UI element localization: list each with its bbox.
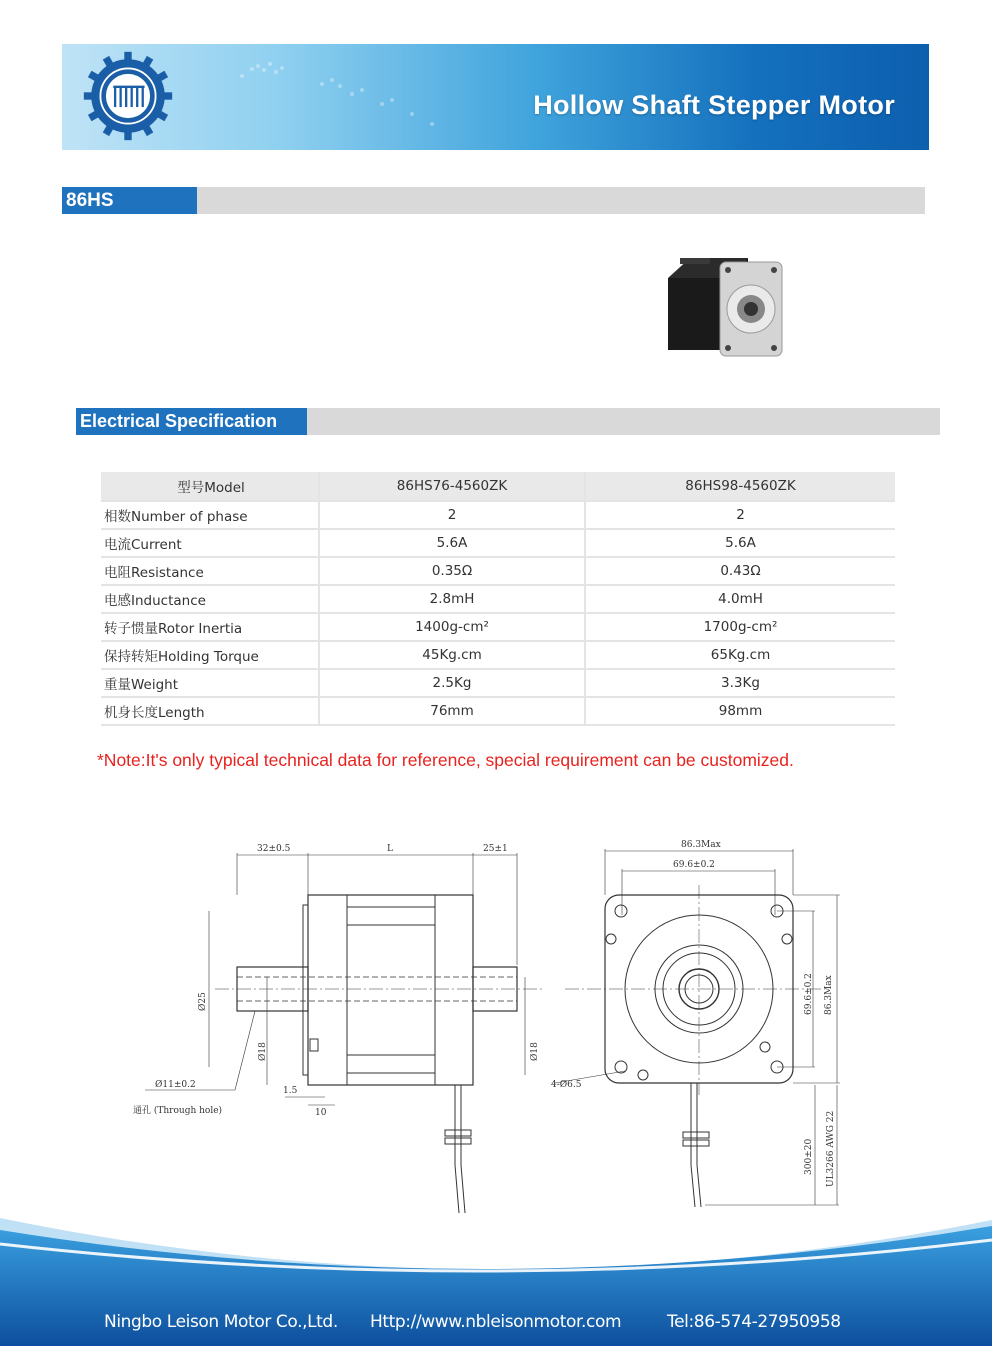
table-cell: 5.6A	[585, 529, 895, 557]
dim-label: Ø25	[198, 992, 208, 1011]
table-row	[101, 669, 895, 697]
world-map-decoration	[212, 54, 472, 144]
table-cell: 0.43Ω	[585, 557, 895, 585]
table-cell: 2	[585, 501, 895, 529]
dim-label: UL3266 AWG 22	[826, 1110, 836, 1187]
series-label: 86HS	[62, 187, 197, 214]
header-banner	[62, 44, 929, 150]
table-cell: 2.8mH	[319, 585, 585, 613]
side-view	[145, 853, 545, 1213]
table-cell: 0.35Ω	[319, 557, 585, 585]
series-bar	[62, 187, 925, 214]
spec-table	[101, 472, 895, 726]
table-row	[101, 613, 895, 641]
table-cell: 5.6A	[319, 529, 585, 557]
table-cell: 电阻Resistance	[101, 557, 319, 585]
table-row	[101, 529, 895, 557]
table-cell: 2	[319, 501, 585, 529]
dim-label: L	[387, 844, 393, 854]
front-view	[555, 849, 840, 1207]
table-cell: 相数Number of phase	[101, 501, 319, 529]
page-title: Hollow Shaft Stepper Motor	[533, 90, 895, 120]
table-cell: 1700g-cm²	[585, 613, 895, 641]
dim-label: 通孔 (Through hole)	[133, 1106, 223, 1116]
table-cell: 电感Inductance	[101, 585, 319, 613]
dim-label: 10	[315, 1108, 327, 1118]
dim-label: 86.3Max	[681, 840, 721, 850]
table-cell: 重量Weight	[101, 669, 319, 697]
company-gear-logo-icon	[82, 50, 174, 142]
dim-label: Ø11±0.2	[155, 1080, 196, 1090]
table-cell: 65Kg.cm	[585, 641, 895, 669]
footer-website[interactable]: Http://www.nbleisonmotor.com	[370, 1312, 622, 1332]
table-cell: 45Kg.cm	[319, 641, 585, 669]
electrical-spec-label: Electrical Specification	[76, 408, 307, 435]
table-cell: 4.0mH	[585, 585, 895, 613]
dim-label: Ø18	[530, 1042, 540, 1061]
table-cell: 转子惯量Rotor Inertia	[101, 613, 319, 641]
footer-company: Ningbo Leison Motor Co.,Ltd.	[104, 1312, 338, 1332]
table-cell: 机身长度Length	[101, 697, 319, 725]
dim-label: 32±0.5	[257, 844, 291, 854]
table-row	[101, 585, 895, 613]
table-header-cell: 86HS76-4560ZK	[319, 472, 585, 501]
motor-product-image	[660, 250, 786, 362]
table-header-row	[101, 472, 895, 501]
table-header-cell: 型号Model	[101, 472, 319, 501]
dim-label: 69.6±0.2	[673, 860, 715, 870]
table-cell: 76mm	[319, 697, 585, 725]
table-row	[101, 501, 895, 529]
dim-label: 69.6±0.2	[804, 973, 814, 1015]
dim-label: 300±20	[804, 1138, 814, 1175]
motor-dimension-drawing	[125, 835, 845, 1215]
table-cell: 2.5Kg	[319, 669, 585, 697]
table-row	[101, 697, 895, 725]
table-row	[101, 641, 895, 669]
table-cell: 1400g-cm²	[319, 613, 585, 641]
dim-label: 86.3Max	[824, 975, 834, 1015]
table-header-cell: 86HS98-4560ZK	[585, 472, 895, 501]
table-cell: 电流Current	[101, 529, 319, 557]
dim-label: Ø18	[258, 1042, 268, 1061]
table-row	[101, 557, 895, 585]
table-cell: 3.3Kg	[585, 669, 895, 697]
dim-label: 25±1	[483, 844, 508, 854]
dim-label: 4-Ø6.5	[551, 1080, 582, 1090]
reference-note: *Note:It's only typical technical data for reference, special requirement can be customized.	[97, 750, 794, 770]
table-cell: 98mm	[585, 697, 895, 725]
dim-label: 1.5	[283, 1086, 298, 1096]
footer-tel: Tel:86-574-27950958	[667, 1312, 841, 1332]
electrical-spec-bar	[76, 408, 940, 435]
table-cell: 保持转矩Holding Torque	[101, 641, 319, 669]
